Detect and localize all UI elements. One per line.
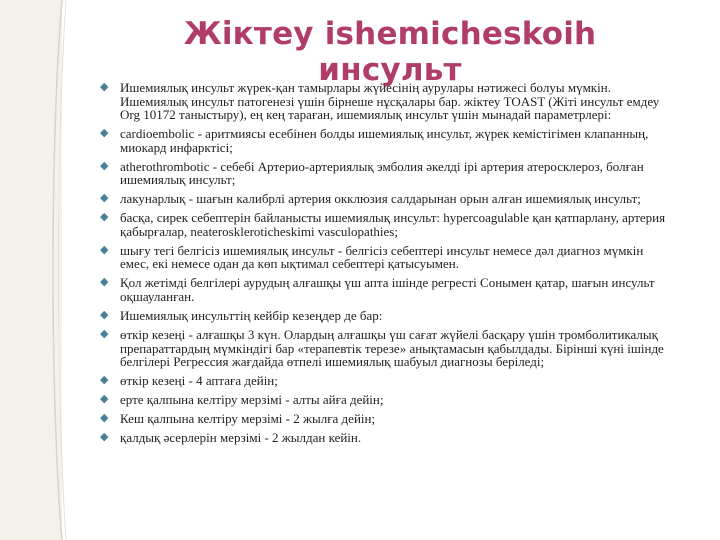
diamond-bullet-icon: ◆ [100,81,109,93]
diamond-bullet-icon: ◆ [100,412,109,425]
list-item [100,127,675,154]
list-item-text: лакунарлық - шағын калибрлі артерия окклюзия салдарынан орын алған ишемиялық инсульт; [120,191,641,207]
list-item-text: Кеш қалпына келтіру мерзімі - 2 жылға дейін; [120,411,376,427]
diamond-bullet-icon: ◆ [100,211,109,224]
list-item-text: Ишемиялық инсульт жүрек-қан тамырлары жүйесінің аурулары нәтижесі болуы мүмкін. Ишемиялық инсульт патогенезі үшін бірнеше нұсқалары бар. жіктеу TOAST (Жіті инсульт емдеу Org 10172 таныстыру), ең кең тараған, ишемиялық инсульт үшін мынадай параметрлері: [120,80,660,123]
diamond-bullet-icon: ◆ [100,431,109,444]
diamond-bullet-icon: ◆ [100,374,109,387]
list-item [100,160,675,187]
list-item [100,393,675,407]
list-item [100,328,675,369]
list-item-text: шығу тегі белгісіз ишемиялық инсульт - белгісіз себептері инсульт немесе дәл диагноз мүмкін емес, екі немесе одан да көп ықтимал себептері қатысуымен. [120,242,644,272]
list-item-text: басқа, сирек себептерін байланысты ишемиялық инсульт: hypercoagulable қан қатпарлану, артерия қабырғалар, neateroskleroticheskimi vasculopathies; [120,210,666,239]
list-item-text: atherothrombotic - себебі Артерио-артериялық эмболия әкелді ірі артерия атеросклероз, болған ишемиялық инсульт; [120,158,644,188]
list-item [100,412,675,426]
diamond-bullet-icon: ◆ [100,276,109,289]
bullet-list [100,81,675,450]
diamond-bullet-icon: ◆ [100,127,109,140]
list-item-text: cardioembolic - аритмиясы есебінен болды ишемиялық инсульт, жүрек кемістігімен клапанның, миокард инфарктісі; [120,126,649,155]
diamond-bullet-icon: ◆ [100,393,109,406]
list-item [100,374,675,388]
list-item-text: ерте қалпына келтіру мерзімі - алты айға дейін; [120,392,384,408]
list-item [100,244,675,271]
diamond-bullet-icon: ◆ [100,328,109,341]
decorative-edge-curve [0,0,80,540]
diamond-bullet-icon: ◆ [100,243,109,256]
list-item-text: Ишемиялық инсульттің кейбір кезеңдер де бар: [120,308,383,324]
diamond-bullet-icon: ◆ [100,192,109,205]
list-item-text: өткір кезеңі - алғашқы 3 күн. Олардың алғашқы үш сағат жүйелі басқару үшін тромболитикалық препараттардың мүмкіндігі бар «терапевтік терезе» анықтамасын қабылдады. Бірінші күні ішінде белгілері Регрессия жағдайда өтпелі ишемиялық шабуыл диагнозы беріледі; [120,327,664,370]
list-item [100,276,675,303]
list-item [100,309,675,323]
list-item-text: қалдық әсерлерін мерзімі - 2 жылдан кейін. [120,430,362,446]
diamond-bullet-icon: ◆ [100,309,109,322]
slide-title: Жіктеу ishemicheskoih инсульт [183,16,597,88]
list-item-text: өткір кезеңі - 4 аптаға дейін; [120,373,278,389]
diamond-bullet-icon: ◆ [100,159,109,172]
list-item [100,211,675,238]
list-item [100,81,675,122]
list-item [100,192,675,206]
list-item [100,431,675,445]
list-item-text: Қол жетімді белгілері аурудың алғашқы үш апта ішінде регресті Сонымен қатар, шағын инсульт оқшауланған. [120,275,655,305]
